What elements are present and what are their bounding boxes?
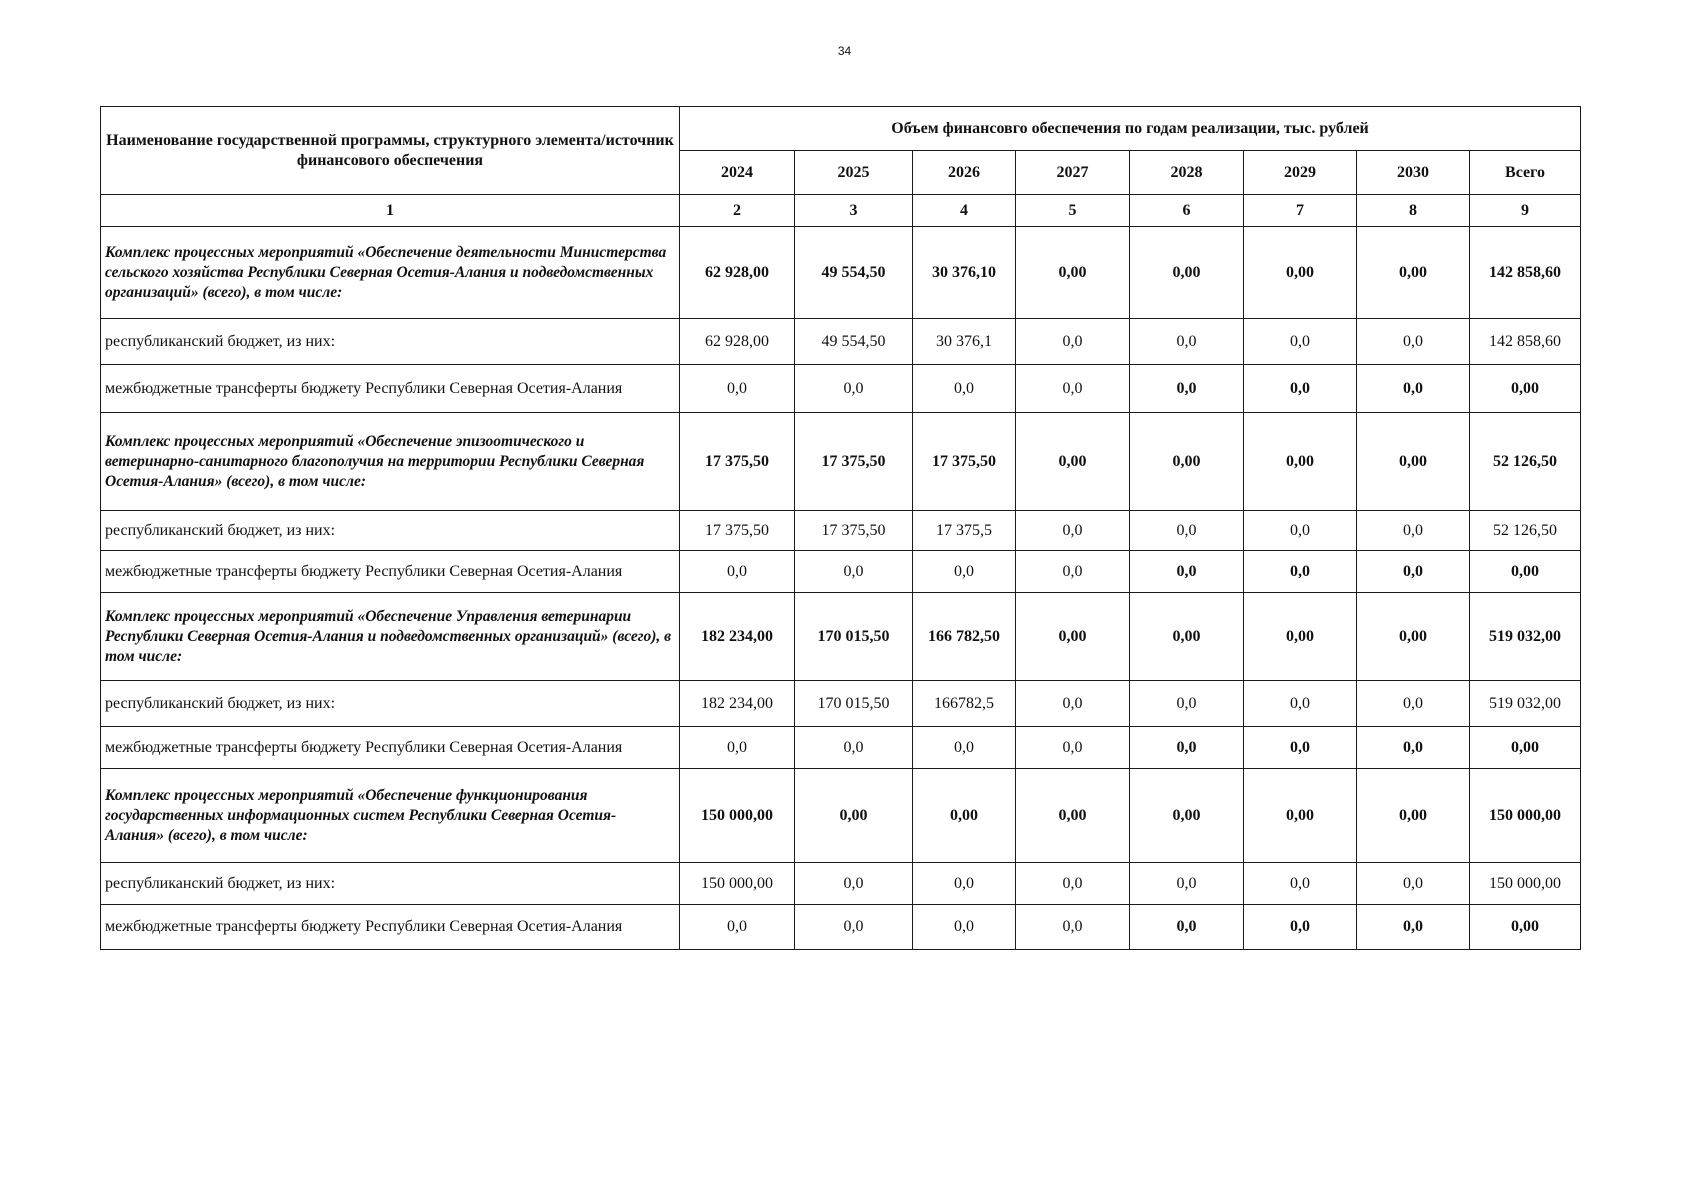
value-cell: 30 376,10 (913, 227, 1016, 319)
value-cell: 49 554,50 (795, 227, 913, 319)
value-cell: 0,0 (1130, 319, 1244, 365)
value-cell: 17 375,50 (795, 413, 913, 511)
value-cell: 0,0 (680, 727, 795, 769)
value-cell: 182 234,00 (680, 681, 795, 727)
value-cell: 62 928,00 (680, 319, 795, 365)
value-cell: 62 928,00 (680, 227, 795, 319)
value-cell: 0,00 (795, 769, 913, 863)
value-cell: 0,0 (1244, 365, 1357, 413)
row-label: республиканский бюджет, из них: (101, 511, 680, 551)
financing-group-header: Объем финансовго обеспечения по годам реализации, тыс. рублей (680, 107, 1581, 151)
value-cell: 49 554,50 (795, 319, 913, 365)
total-cell: 0,00 (1470, 365, 1581, 413)
name-column-header: Наименование государственной программы, структурного элемента/источник финансового обеспечения (101, 107, 680, 195)
year-header-2028: 2028 (1130, 151, 1244, 195)
value-cell: 0,0 (1244, 681, 1357, 727)
total-cell: 0,00 (1470, 551, 1581, 593)
value-cell: 0,0 (1357, 319, 1470, 365)
value-cell: 0,0 (1016, 681, 1130, 727)
total-cell: 142 858,60 (1470, 227, 1581, 319)
value-cell: 0,0 (795, 365, 913, 413)
value-cell: 0,0 (1130, 681, 1244, 727)
value-cell: 0,0 (1016, 551, 1130, 593)
row-label: межбюджетные трансферты бюджету Республики Северная Осетия-Алания (101, 905, 680, 950)
value-cell: 0,0 (1244, 727, 1357, 769)
value-cell: 0,0 (680, 551, 795, 593)
value-cell: 182 234,00 (680, 593, 795, 681)
value-cell: 0,00 (1244, 413, 1357, 511)
value-cell: 0,0 (680, 905, 795, 950)
value-cell: 0,0 (1130, 727, 1244, 769)
value-cell: 0,0 (1357, 511, 1470, 551)
transfer-row (101, 365, 1581, 413)
value-cell: 30 376,1 (913, 319, 1016, 365)
value-cell: 0,00 (1130, 413, 1244, 511)
value-cell: 0,00 (1244, 593, 1357, 681)
budget-row (101, 681, 1581, 727)
row-label: Комплекс процессных мероприятий «Обеспечение Управления ветеринарии Республики Северная Осетия-Алания и подведомственных организаций» (всего), в том числе: (101, 593, 680, 681)
value-cell: 0,00 (1130, 227, 1244, 319)
row-label: межбюджетные трансферты бюджету Республики Северная Осетия-Алания (101, 551, 680, 593)
total-cell: 150 000,00 (1470, 769, 1581, 863)
value-cell: 0,0 (1130, 863, 1244, 905)
value-cell: 0,0 (1016, 511, 1130, 551)
value-cell: 0,0 (1357, 681, 1470, 727)
value-cell: 0,0 (1357, 727, 1470, 769)
row-label: Комплекс процессных мероприятий «Обеспечение функционирования государственных информационных систем Республики Северная Осетия-Алания» (всего), в том числе: (101, 769, 680, 863)
column-number: 7 (1244, 195, 1357, 227)
budget-row (101, 319, 1581, 365)
value-cell: 0,0 (1357, 551, 1470, 593)
complex-row (101, 593, 1581, 681)
complex-row (101, 769, 1581, 863)
total-cell: 150 000,00 (1470, 863, 1581, 905)
value-cell: 0,0 (1357, 365, 1470, 413)
value-cell: 0,00 (1357, 413, 1470, 511)
row-label: межбюджетные трансферты бюджету Республики Северная Осетия-Алания (101, 365, 680, 413)
value-cell: 0,00 (1130, 593, 1244, 681)
value-cell: 0,00 (1244, 769, 1357, 863)
column-number: 3 (795, 195, 913, 227)
year-header-2029: 2029 (1244, 151, 1357, 195)
total-cell: 519 032,00 (1470, 681, 1581, 727)
value-cell: 0,0 (913, 905, 1016, 950)
total-cell: 52 126,50 (1470, 511, 1581, 551)
total-cell: 519 032,00 (1470, 593, 1581, 681)
value-cell: 17 375,50 (795, 511, 913, 551)
value-cell: 170 015,50 (795, 681, 913, 727)
year-header-2024: 2024 (680, 151, 795, 195)
value-cell: 0,00 (1357, 227, 1470, 319)
value-cell: 0,00 (1130, 769, 1244, 863)
value-cell: 0,00 (1016, 769, 1130, 863)
value-cell: 0,0 (795, 727, 913, 769)
value-cell: 0,00 (1016, 413, 1130, 511)
year-header-2027: 2027 (1016, 151, 1130, 195)
financing-table (100, 106, 1581, 950)
value-cell: 0,00 (1357, 593, 1470, 681)
column-number: 4 (913, 195, 1016, 227)
complex-row (101, 413, 1581, 511)
total-cell: 0,00 (1470, 727, 1581, 769)
value-cell: 0,0 (1244, 511, 1357, 551)
value-cell: 166782,5 (913, 681, 1016, 727)
column-number: 5 (1016, 195, 1130, 227)
column-number-row (101, 195, 1581, 227)
value-cell: 0,00 (913, 769, 1016, 863)
value-cell: 0,0 (1016, 727, 1130, 769)
value-cell: 0,0 (1130, 905, 1244, 950)
header-row-group (101, 107, 1581, 151)
value-cell: 170 015,50 (795, 593, 913, 681)
transfer-row (101, 551, 1581, 593)
value-cell: 17 375,50 (680, 413, 795, 511)
value-cell: 0,0 (1357, 863, 1470, 905)
value-cell: 0,00 (1357, 769, 1470, 863)
column-number: 8 (1357, 195, 1470, 227)
value-cell: 150 000,00 (680, 863, 795, 905)
value-cell: 166 782,50 (913, 593, 1016, 681)
row-label: республиканский бюджет, из них: (101, 319, 680, 365)
value-cell: 0,0 (1357, 905, 1470, 950)
value-cell: 0,0 (1130, 551, 1244, 593)
value-cell: 0,0 (795, 905, 913, 950)
column-number: 1 (101, 195, 680, 227)
value-cell: 0,0 (795, 863, 913, 905)
value-cell: 17 375,5 (913, 511, 1016, 551)
column-number: 2 (680, 195, 795, 227)
value-cell: 0,0 (795, 551, 913, 593)
row-label: республиканский бюджет, из них: (101, 863, 680, 905)
value-cell: 150 000,00 (680, 769, 795, 863)
transfer-row (101, 727, 1581, 769)
budget-row (101, 863, 1581, 905)
value-cell: 17 375,50 (913, 413, 1016, 511)
page-number: 34 (837, 44, 852, 58)
total-header: Всего (1470, 151, 1581, 195)
budget-row (101, 511, 1581, 551)
value-cell: 17 375,50 (680, 511, 795, 551)
total-cell: 142 858,60 (1470, 319, 1581, 365)
value-cell: 0,0 (1016, 365, 1130, 413)
value-cell: 0,0 (1016, 863, 1130, 905)
value-cell: 0,0 (1244, 863, 1357, 905)
year-header-2026: 2026 (913, 151, 1016, 195)
row-label: республиканский бюджет, из них: (101, 681, 680, 727)
row-label: Комплекс процессных мероприятий «Обеспечение деятельности Министерства сельского хозяйства Республики Северная Осетия-Алания и подведомственных организаций» (всего), в том числе: (101, 227, 680, 319)
row-label: межбюджетные трансферты бюджету Республики Северная Осетия-Алания (101, 727, 680, 769)
value-cell: 0,0 (913, 551, 1016, 593)
value-cell: 0,00 (1244, 227, 1357, 319)
total-cell: 0,00 (1470, 905, 1581, 950)
value-cell: 0,00 (1016, 227, 1130, 319)
column-number: 9 (1470, 195, 1581, 227)
value-cell: 0,0 (1130, 511, 1244, 551)
year-header-2030: 2030 (1357, 151, 1470, 195)
value-cell: 0,0 (1016, 319, 1130, 365)
column-number: 6 (1130, 195, 1244, 227)
value-cell: 0,0 (1244, 551, 1357, 593)
complex-row (101, 227, 1581, 319)
value-cell: 0,0 (913, 365, 1016, 413)
value-cell: 0,0 (1016, 905, 1130, 950)
value-cell: 0,0 (680, 365, 795, 413)
total-cell: 52 126,50 (1470, 413, 1581, 511)
value-cell: 0,0 (1130, 365, 1244, 413)
value-cell: 0,0 (1244, 319, 1357, 365)
transfer-row (101, 905, 1581, 950)
row-label: Комплекс процессных мероприятий «Обеспечение эпизоотического и ветеринарно-санитарного благополучия на территории Республики Северная Осетия-Алания» (всего), в том числе: (101, 413, 680, 511)
value-cell: 0,00 (1016, 593, 1130, 681)
value-cell: 0,0 (1244, 905, 1357, 950)
value-cell: 0,0 (913, 727, 1016, 769)
value-cell: 0,0 (913, 863, 1016, 905)
year-header-2025: 2025 (795, 151, 913, 195)
